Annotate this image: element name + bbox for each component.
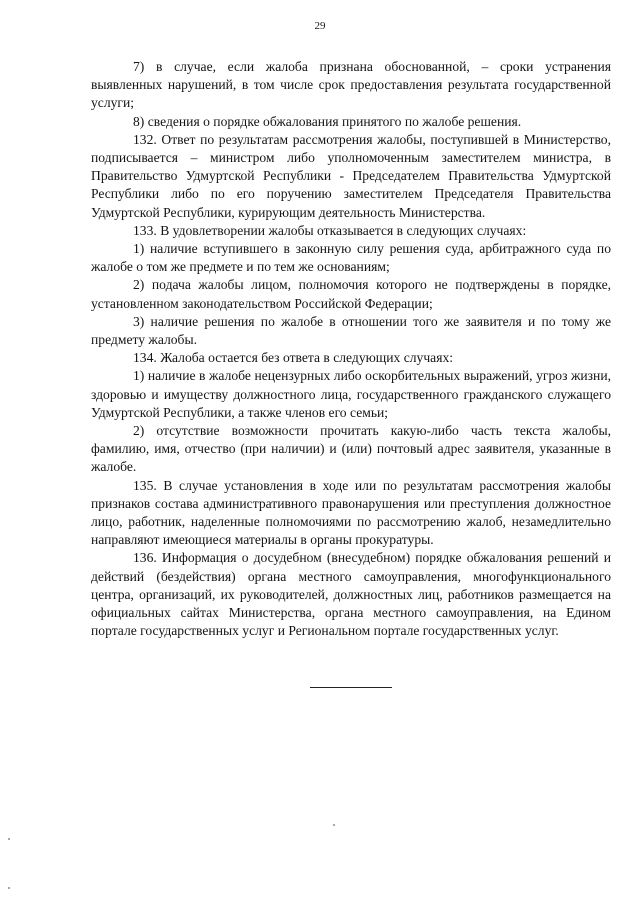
paragraph-134-item-1: 1) наличие в жалобе нецензурных либо оскорбительных выражений, угроз жизни, здоровью и имуществу должностного лица, государственного гражданского служащего Удмуртской Республики, а также членов его семьи; (91, 368, 611, 420)
paragraph-133: 133. В удовлетворении жалобы отказывается в следующих случаях: (133, 222, 527, 238)
paragraph-133-item-1: 1) наличие вступившего в законную силу решения суда, арбитражного суда по жалобе о том же предмете и по тем же основаниям; (91, 241, 611, 275)
scan-speck (8, 838, 10, 840)
scan-speck (333, 824, 335, 826)
scan-speck (8, 887, 10, 889)
paragraph-136: 136. Информация о досудебном (внесудебном) порядке обжалования решений и действий (бездействия) органа местного самоуправления, многофункционального центра, организаций, их руководителей, должностных лиц, работников размещается на официальных сайтах Министерства, органа местного самоуправления, на Едином портале государственных услуг и Региональном портале государственных услуг. (91, 550, 611, 639)
paragraph-135: 135. В случае установления в ходе или по результатам рассмотрения жалобы признаков состава административного правонарушения или преступления должностное лицо, работник, наделенные полномочиями по рассмотрению жалоб, незамедлительно направляют имеющиеся материалы в органы прокуратуры. (91, 477, 611, 548)
paragraph-item-7: 7) в случае, если жалоба признана обоснованной, – сроки устранения выявленных нарушений, в том числе срок предоставления результата государственной услуги; (91, 59, 611, 111)
end-of-document-rule (310, 687, 392, 688)
paragraph-132: 132. Ответ по результатам рассмотрения жалобы, поступившей в Министерство, подписывается – министром либо уполномоченным заместителем министра, в Правительство Удмуртской Республики - Председателем Правительства Удмуртской Республики либо по его поручению заместителем Председателя Правительства Удмуртской Республики, курирующим деятельность Министерства. (91, 131, 611, 220)
page-number: 29 (314, 20, 326, 32)
paragraph-item-8: 8) сведения о порядке обжалования принятого по жалобе решения. (133, 113, 522, 129)
document-body (91, 58, 611, 641)
paragraph-133-item-3: 3) наличие решения по жалобе в отношении того же заявителя и по тому же предмету жалобы. (91, 313, 611, 348)
paragraph-134-item-2: 2) отсутствие возможности прочитать какую-либо часть текста жалобы, фамилию, имя, отчество (при наличии) и (или) почтовый адрес заявителя, указанные в жалобе. (91, 423, 611, 475)
paragraph-134: 134. Жалоба остается без ответа в следующих случаях: (133, 350, 454, 366)
paragraph-133-item-2: 2) подача жалобы лицом, полномочия которого не подтверждены в порядке, установленном законодательством Российской Федерации; (91, 277, 611, 311)
